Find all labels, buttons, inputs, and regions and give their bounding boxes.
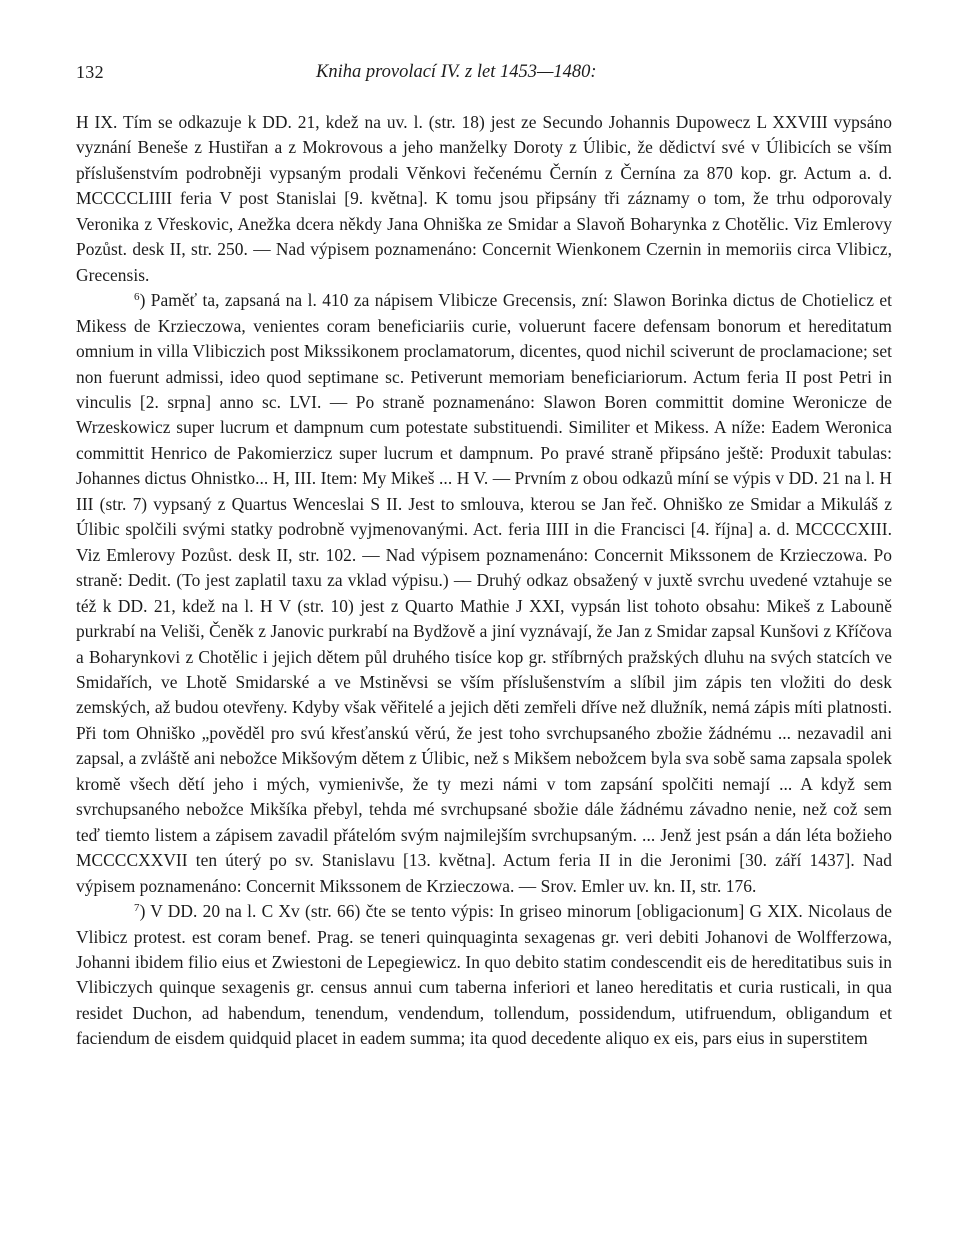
footnote-text: ) V DD. 20 na l. C Xv (str. 66) čte se tento výpis: In griseo minorum [obligacionum] G XIX. Nicolaus de Vlibicz protest. est coram benef. Prag. se teneri quinquaginta sexagenas gr. veri debiti Johanovi de Wolfferzowa, Johanni ibidem filio eius et Zwiestoni de Lepegiewicz. In quo debito statim condescendit eis de hereditatibus suis in Vlibiczych quinque sexagenis gr. census annui cum taberna inferiori et laneo hereditatis et curia rusticali, in qua residet Duchon, ad habendum, tenendum, vendendum, tollendum, possidendum, utifruendum, obligandum et faciendum de eisdem quidquid placet in eadem summa; ita quod decedente aliquo ex eis, pars eius in superstitem — [76, 901, 892, 1049]
footnote-number: 6 — [134, 291, 140, 304]
footnote-number: 7 — [134, 902, 140, 915]
page-header — [76, 62, 886, 88]
paragraph-text: H IX. Tím se odkazuje k DD. 21, kdež na uv. l. (str. 18) jest ze Secundo Johannis Dupowecz L XXVIII vypsáno vyznání Beneše z Hustiřan a z Mokrovous a jeho manželky Doroty z Úlibic, že dědictví své v Úlibicích se vším příslušenstvím podrobněji vypsaným prodali Věnkovi řečenému Černín z Černína za 870 kop. gr. Actum a. d. MCCCCLIIII feria V post Stanislai [9. května]. K tomu jsou připsány tři záznamy o tom, že trhu odporovaly Veronika z Vřeskovic, Anežka dcera někdy Jana Ohniška ze Smidar a Slavoň Boharynka z Chotělic. Viz Emlerovy Pozůst. desk II, str. 250. — Nad výpisem poznamenáno: Concernit Wienkonem Czernin in memoriis circa Vlibicz, Grecensis. — [76, 112, 892, 285]
footnote-text: ) Paměť ta, zapsaná na l. 410 za nápisem Vlibicze Grecensis, zní: Slawon Borinka dictus de Chotielicz et Mikess de Krzieczowa, venientes coram beneficiariis curie, voluerunt facere defensam bonorum et hereditatum omnium in villa Vlibiczich post Mikssikonem proclamatorum, dicentes, quod nichil sciverunt de proclamacione; set non fuerunt admissi, ideo quod septimane sc. Petiverunt memoriam beneficiariorum. Actum feria II post Petri in vinculis [2. srpna] anno sc. LVI. — Po straně poznamenáno: Slawon Boren committit domine Weronicze de Wrzeskowicz super lucrum et dampnum cum potestate substituendi. Similiter et Mikess. A níže: Eadem Weronica committit Henrico de Pakomierzicz super lucrum et dampnum. Po pravé straně připsáno ještě: Produxit tabulas: Johannes dictus Ohnistko... H, III. Item: My Mikeš ... H V. — Prvním z obou odkazů míní se výpis v DD. 21 na l. H III (str. 7) vypsaný z Quartus Wenceslai S II. Jest to smlouva, kterou se Jan řeč. Ohniško ze Smidar a Mikuláš z Úlibic spolčili svými statky podrobně vyjmenovanými. Act. feria IIII in die Francisci [4. října] a. d. MCCCCXIII. Viz Emlerovy Pozůst. desk II, str. 102. — Nad výpisem poznamenáno: Concernit Mikssonem de Krzieczowa. Po straně: Dedit. (To jest zaplatil taxu za vklad výpisu.) — Druhý odkaz obsažený v juxtě svrchu uvedené vztahuje se též k DD. 21, kdež na l. H V (str. 10) jest z Quarto Mathie J XXI, vypsán list tohoto obsahu: Mikeš z Labouně purkrabí na Veliši, Čeněk z Janovic purkrabí na Bydžově a jiní vyznávají, že Jan z Smidar zapsal Kunšovi z Kříčova a Boharynkovi z Chotělic i jejich dětem půl druhého tisíce kop gr. stříbrných pražských dluhu na svých statcích ve Smidařích, ve Lhotě Smidarské a ve Mstiněvsi se vším příslušenstvím a slíbil jim zápis ten vložiti do desk zemských, až budou otevřeny. Kdyby však věřitelé a jejich děti zemřeli dříve než dlužník, nemá zápis míti platnosti. Při tom Ohniško „pověděl pro svú křesťanskú věrú, že jest toho svrchupsaného zbožie žádnému ... nezavadil ani zapsal, a zvláště ani nebožce Mikšovým dětem z Úlibic, než s Mikšem nebožcem byla sva sobě sama zapsala spolek kromě všech dětí jeho i mých, vymienivše, že ty mezi námi v tom zapsání spolčiti nemají ... A když sem svrchupsaného nebožce Mikšíka přebyl, tehda mé svrchupsané sbožie dále žádnému závadno nenie, než což sem teď tiemto listem a zápisem zavadil přátelóm svým najmilejším svrchupsaným. ... Jenž jest psán a dán léta božieho MCCCCXXVII ten úterý po sv. Stanislavu [13. května]. Actum feria II in die Jeronimi [30. září 1437]. Nad výpisem poznamenáno: Concernit Mikssonem de Krzieczowa. — Srov. Emler uv. kn. II, str. 176. — [76, 290, 892, 896]
running-title: Kniha provolací IV. z let 1453—1480: — [316, 62, 597, 82]
body-text — [76, 110, 892, 1052]
footnote-6 — [76, 288, 892, 899]
footnote-7 — [76, 899, 892, 1052]
page-number: 132 — [76, 62, 104, 82]
paragraph-main — [76, 110, 892, 288]
